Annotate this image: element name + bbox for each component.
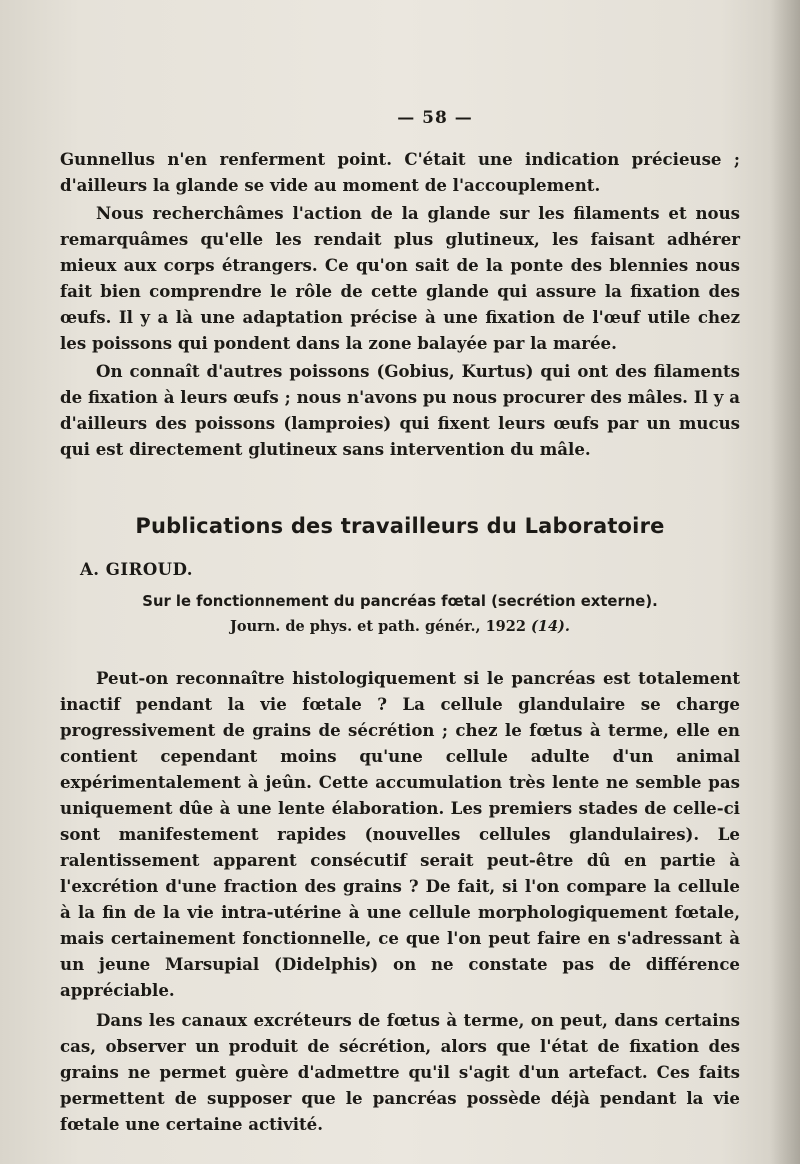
- page-content: [60, 108, 740, 1137]
- reference-issue: (14).: [531, 618, 570, 635]
- article-title: Sur le fonctionnement du pancréas fœtal (secrétion externe).: [142, 593, 658, 610]
- abstract-paragraph-2: Dans les canaux excréteurs de fœtus à terme, on peut, dans certains cas, observer un produit de sécrétion, alors que l'état de fixation des grains ne permet guère d'admettre qu'il s'agit d'un artefact. Ces faits permettent de supposer que le pancréas possède déjà pendant la vie fœtale une certaine activité.: [60, 1010, 740, 1134]
- article-reference: [60, 618, 740, 635]
- article-author: A. GIROUD.: [80, 560, 194, 579]
- reference-text: Journ. de phys. et path. génér., 1922: [230, 618, 531, 635]
- intro-text: [60, 146, 740, 462]
- section-title: Publications des travailleurs du Laboratoire: [135, 514, 665, 538]
- intro-paragraph-1: Gunnellus n'en renferment point. C'était une indication précieuse ; d'ailleurs la glande se vide au moment de l'accouplement.: [60, 149, 740, 195]
- intro-paragraph-3: On connaît d'autres poissons (Gobius, Kurtus) qui ont des filaments de fixation à leurs œufs ; nous n'avons pu nous procurer des mâles. Il y a d'ailleurs des poissons (lamproies) qui fixent leurs œufs par un mucus qui est directement glutineux sans intervention du mâle.: [60, 361, 740, 459]
- intro-paragraph-2: Nous recherchâmes l'action de la glande sur les filaments et nous remarquâmes qu'elle les rendait plus glutineux, les faisant adhérer mieux aux corps étrangers. Ce qu'on sait de la ponte des blennies nous fait bien comprendre le rôle de cette glande qui assure la fixation des œufs. Il y a là une adaptation précise à une fixation de l'œuf utile chez les poissons qui pondent dans la zone balayée par la marée.: [60, 203, 740, 353]
- article-abstract: [60, 665, 740, 1137]
- abstract-paragraph-1: Peut-on reconnaître histologiquement si le pancréas est totalement inactif pendant la vie fœtale ? La cellule glandulaire se charge progressivement de grains de sécrétion ; chez le fœtus à terme, elle en contient cependant moins qu'une cellule adulte d'un animal expérimentalement à jeûn. Cette accumulation très lente ne semble pas uniquement dûe à une lente élaboration. Les premiers stades de celle-ci sont manifestement rapides (nouvelles cellules glandulaires). Le ralentissement apparent consécutif serait peut-être dû en partie à l'excrétion d'une fraction des grains ? De fait, si l'on compare la cellule à la fin de la vie intra-utérine à une cellule morphologiquement fœtale, mais certainement fonctionnelle, ce que l'on peut faire en s'adressant à un jeune Marsupial (Didelphis) on ne constate pas de différence appréciable.: [60, 668, 740, 1000]
- page-edge-shadow: [770, 0, 800, 1164]
- page-number: — 58 —: [397, 108, 473, 128]
